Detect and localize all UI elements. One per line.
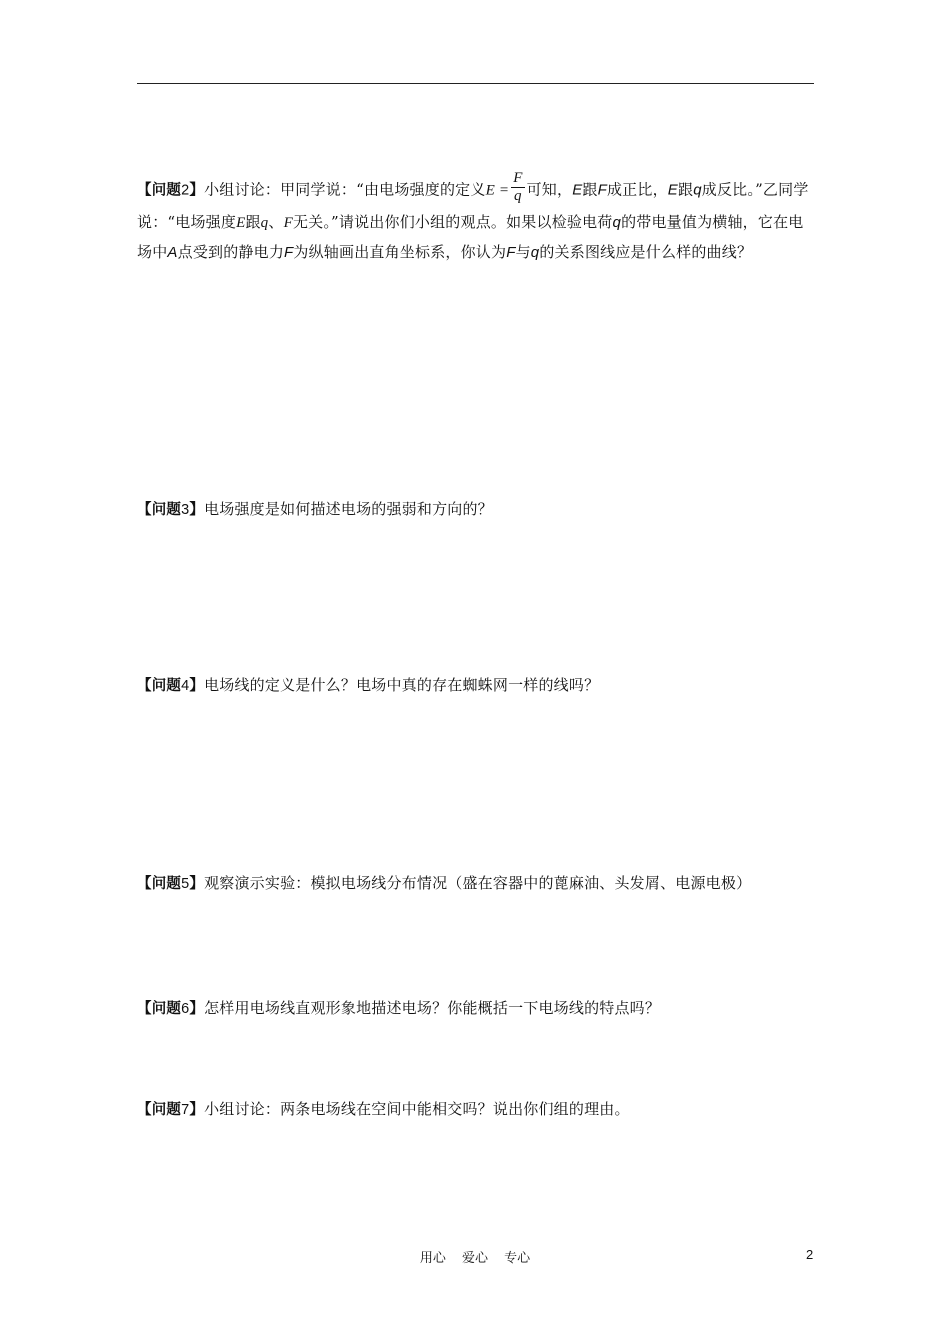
question-tag: 【问题4】: [137, 678, 205, 694]
question-tag: 【问题6】: [137, 1001, 205, 1017]
question-tag: 【问题5】: [137, 876, 205, 892]
question-2: 【问题2】小组讨论：甲同学说：“由电场强度的定义E = $\frac{F}{q}$ 可知，E跟F成正比，E跟q成反比。”乙同学说：“电场强度E跟q、F无关。”请说出你们小组的观点。如果以检验电荷q的带电量值为横轴，它在电场中A点受到的静电力F为纵轴画出直角坐标系，你认为F与q的关系图线应是什么样的曲线？: [137, 170, 809, 261]
footer-text-1: 用心: [419, 1251, 446, 1266]
question-tag: 【问题3】: [137, 502, 205, 518]
question-tag: 【问题7】: [137, 1102, 205, 1118]
question-tag: 【问题2】: [137, 182, 205, 199]
question-7: 【问题7】小组讨论：两条电场线在空间中能相交吗？说出你们组的理由。: [137, 1100, 630, 1118]
footer-text-2: 爱心: [461, 1251, 488, 1266]
header-rule: [137, 83, 814, 84]
question-5: 【问题5】观察演示实验：模拟电场线分布情况（盛在容器中的蓖麻油、头发屑、电源电极）: [137, 874, 752, 892]
page-number: 2: [806, 1247, 814, 1262]
footer-text-3: 专心: [504, 1251, 531, 1266]
question-6: 【问题6】怎样用电场线直观形象地描述电场？你能概括一下电场线的特点吗？: [137, 999, 661, 1017]
question-3: 【问题3】电场强度是如何描述电场的强弱和方向的？: [137, 500, 493, 518]
question-4: 【问题4】电场线的定义是什么？电场中真的存在蜘蛛网一样的线吗？: [137, 676, 600, 694]
formula-lhs: E =: [485, 182, 510, 199]
formula-fraction: $\frac{F}{q}$: [513, 170, 523, 204]
